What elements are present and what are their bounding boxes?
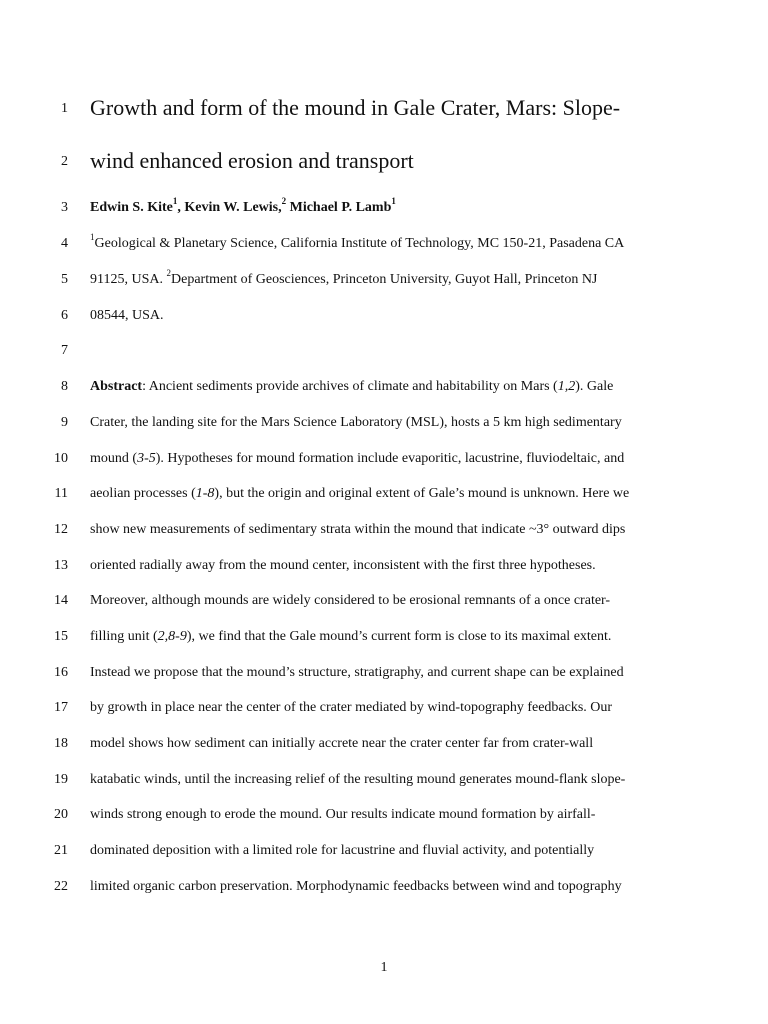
affiliation-1: [90, 232, 625, 252]
abstract-text: limited organic carbon preservation. Morphodynamic feedbacks between wind and topography: [90, 879, 622, 894]
abstract-text: dominated deposition with a limited role for lacustrine and fluvial activity, and potentially: [90, 843, 595, 858]
affil-text: Department of Geosciences, Princeton University, Guyot Hall, Princeton NJ: [171, 272, 598, 287]
line-number: 17: [54, 700, 68, 715]
abstract-fragment: mound (: [90, 451, 138, 466]
line-number: 7: [61, 343, 68, 358]
affil-text: 91125, USA.: [90, 272, 167, 287]
abstract-text: Moreover, although mounds are widely considered to be erosional remnants of a once crater-: [90, 593, 611, 608]
line-number: 15: [54, 629, 68, 644]
paper-title: Growth and form of the mound in Gale Crater, Mars: Slope-: [90, 95, 621, 120]
abstract-text: [90, 486, 629, 502]
line-number: 21: [54, 843, 68, 858]
line-number: 16: [54, 665, 68, 680]
abstract-text: oriented radially away from the mound center, inconsistent with the first three hypotheses.: [90, 558, 596, 573]
citation: 1,2: [557, 379, 576, 394]
line-number: 22: [54, 879, 68, 894]
abstract-text: by growth in place near the center of the crater mediated by wind-topography feedbacks. Our: [90, 700, 613, 715]
abstract-text: winds strong enough to erode the mound. Our results indicate mound formation by airfall-: [90, 807, 596, 822]
line-number: 4: [61, 236, 68, 251]
affil-sup: 1: [90, 232, 95, 243]
line-number: 1: [61, 101, 68, 116]
abstract-text: katabatic winds, until the increasing relief of the resulting mound generates mound-flank slope-: [90, 772, 626, 787]
page-number: 1: [380, 960, 388, 975]
abstract-fragment: filling unit (: [90, 629, 158, 644]
abstract-label: Abstract: [90, 379, 143, 394]
author-sep: ,: [177, 200, 185, 215]
abstract-fragment: ). Gale: [575, 379, 614, 394]
abstract-text: Crater, the landing site for the Mars Science Laboratory (MSL), hosts a 5 km high sedimentary: [90, 415, 622, 430]
author-name: Edwin S. Kite: [90, 200, 173, 215]
abstract-text: [90, 451, 624, 467]
author-affil-sup: 2: [281, 196, 287, 207]
affil-text: Geological & Planetary Science, California Institute of Technology, MC 150-21, Pasadena CA: [94, 236, 625, 251]
abstract-text: [90, 629, 611, 645]
citation: 3-5: [137, 451, 156, 466]
line-number: 10: [54, 451, 68, 466]
line-number: 11: [54, 486, 68, 501]
affiliation-2: [90, 268, 598, 288]
citation: 1-8: [195, 486, 215, 501]
line-number: 12: [54, 522, 68, 537]
author-affil-sup: 1: [172, 196, 178, 207]
paper-title-cont: wind enhanced erosion and transport: [90, 148, 414, 173]
line-number: 14: [54, 593, 68, 608]
author-affil-sup: 1: [391, 196, 396, 207]
abstract-fragment: ), we find that the Gale mound’s current form is close to its maximal extent.: [186, 629, 612, 644]
line-number: 20: [54, 807, 68, 822]
line-number: 3: [61, 200, 68, 215]
line-number: 13: [54, 558, 68, 573]
line-number: 19: [54, 772, 68, 787]
abstract-fragment: ). Hypotheses for mound formation include evaporitic, lacustrine, fluviodeltaic, and: [155, 451, 625, 466]
line-number: 5: [61, 272, 68, 287]
line-number: 18: [54, 736, 68, 751]
authors: [90, 196, 396, 216]
author-name: Kevin W. Lewis,: [184, 200, 282, 215]
abstract-colon: : Ancient sediments provide archives of climate and habitability on Mars (: [142, 379, 558, 394]
affil-sup: 2: [166, 268, 171, 279]
affiliation-end: 08544, USA.: [90, 308, 164, 323]
author-name: Michael P. Lamb: [289, 200, 392, 215]
abstract-text: model shows how sediment can initially accrete near the crater center far from crater-wall: [90, 736, 594, 751]
abstract-fragment: ), but the origin and original extent of Gale’s mound is unknown. Here we: [214, 486, 630, 501]
line-number: 6: [61, 308, 68, 323]
line-number: 9: [61, 415, 68, 430]
line-number: 8: [61, 379, 68, 394]
abstract-fragment: aeolian processes (: [90, 486, 196, 501]
abstract-text: Instead we propose that the mound’s structure, stratigraphy, and current shape can be explained: [90, 665, 624, 680]
abstract-text: show new measurements of sedimentary strata within the mound that indicate ~3° outward dips: [90, 522, 626, 537]
citation: 2,8-9: [157, 629, 187, 644]
abstract-text: [90, 379, 613, 395]
line-number: 2: [61, 154, 68, 169]
